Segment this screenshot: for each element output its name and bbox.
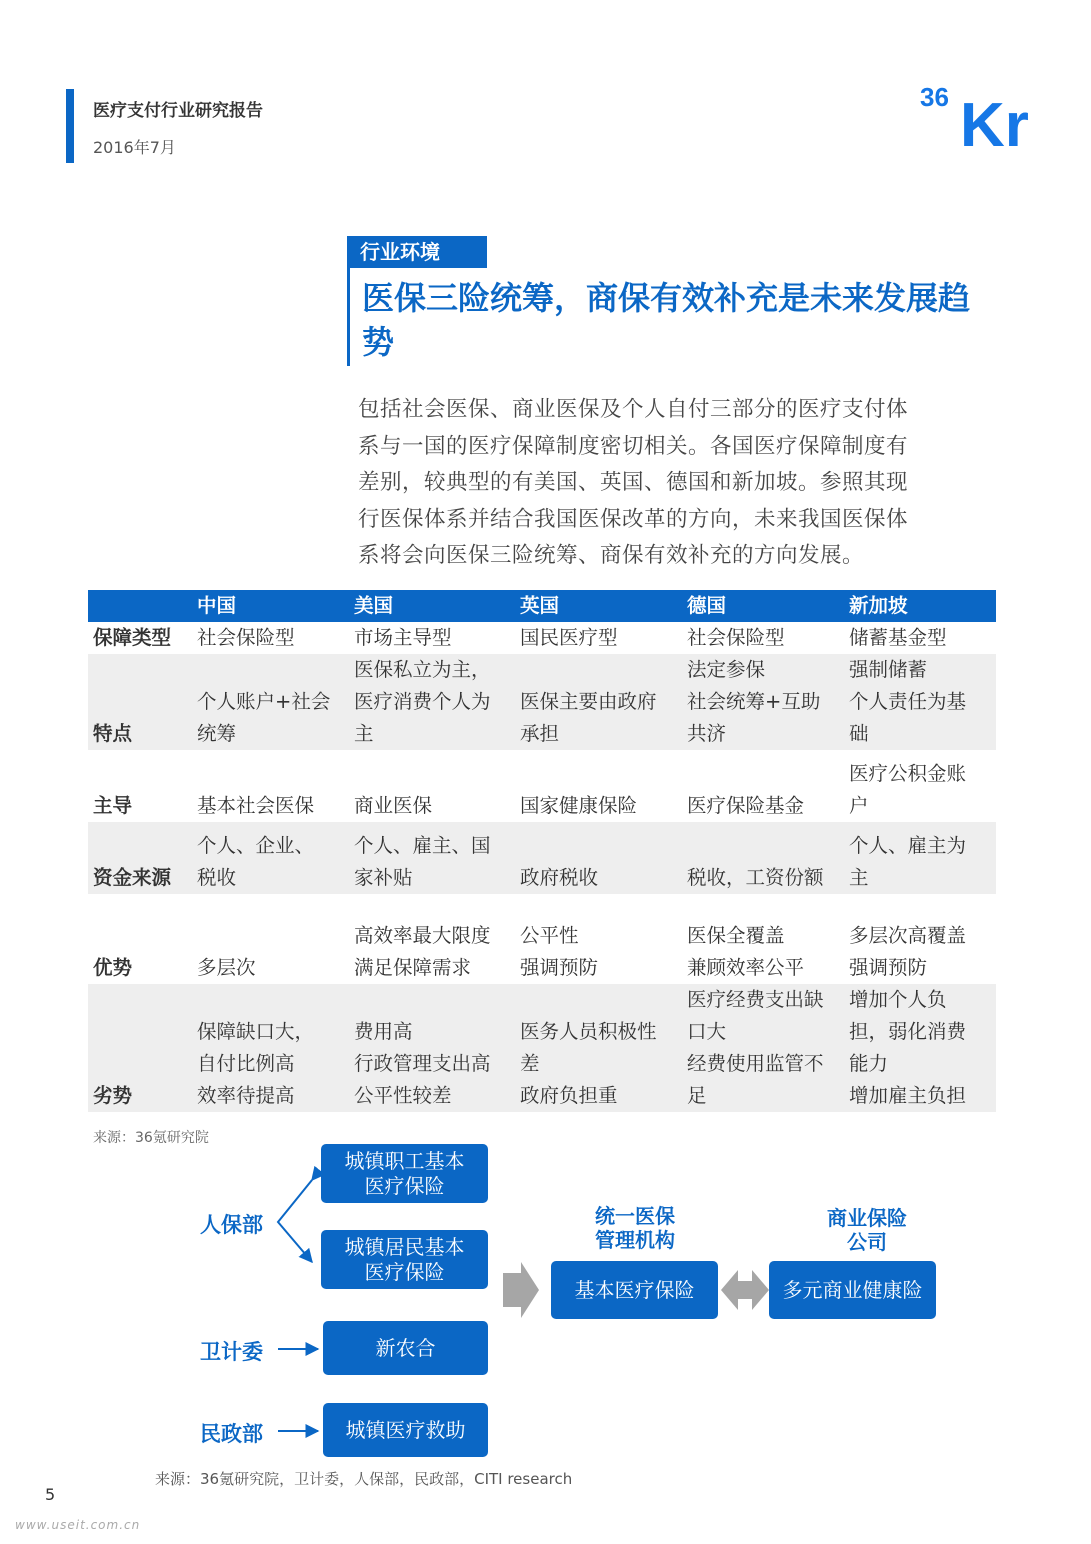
cell-line: 担，弱化消费 (849, 1020, 967, 1043)
box-ncms: 新农合 (323, 1321, 488, 1375)
cell-line: 医疗公积金账 (849, 762, 967, 785)
cell-line: 医保私立为主， (354, 658, 491, 681)
cell-line: 税收 (197, 866, 237, 889)
page-number: 5 (45, 1485, 56, 1504)
cell-line: 行政管理支出高 (354, 1052, 491, 1075)
cell-line: 主 (354, 722, 374, 745)
agency-rbb: 人保部 (200, 1213, 263, 1237)
cell-line: 足 (687, 1084, 707, 1107)
cell-line: 医疗保险基金 (687, 794, 805, 817)
cell-line: 公平性较差 (354, 1084, 452, 1107)
row-label: 资金来源 (93, 866, 172, 889)
cell-line: 市场主导型 (354, 626, 452, 649)
intro-line: 差别，较典型的有美国、英国、德国和新加坡。参照其现 (358, 470, 909, 495)
table-header-cell: 中国 (197, 594, 237, 617)
cell-line: 自付比例高 (197, 1052, 295, 1075)
intro-line: 系将会向医保三险统筹、商保有效补充的方向发展。 (358, 543, 865, 568)
label-line: 管理机构 (595, 1228, 675, 1252)
table-header-cell: 德国 (687, 594, 727, 617)
cell-line: 经费使用监管不 (687, 1052, 824, 1075)
report-title: 医疗支付行业研究报告 (93, 101, 263, 121)
intro-line: 行医保体系并结合我国医保改革的方向，未来我国医保体 (358, 506, 909, 532)
cell-line: 费用高 (354, 1020, 413, 1043)
cell-line: 储蓄基金型 (849, 626, 947, 649)
cell-line: 多层次高覆盖 (849, 924, 967, 947)
logo-36: 36 (920, 82, 949, 112)
intro-line: 包括社会医保、商业医保及个人自付三部分的医疗支付体 (358, 397, 909, 422)
big-arrow-right (503, 1262, 539, 1318)
agency-wjw: 卫计委 (200, 1340, 263, 1364)
label-line: 商业保险 (827, 1206, 907, 1230)
section-tag: 行业环境 (348, 236, 487, 268)
box-urban-worker-insurance (321, 1144, 488, 1203)
row-label: 保障类型 (93, 626, 172, 649)
label-unified-agency (580, 1204, 690, 1252)
cell-line: 础 (849, 722, 869, 745)
cell-line: 社会保险型 (197, 626, 295, 649)
arrow-rbb-branches (278, 1180, 312, 1262)
cell-line: 政府负担重 (520, 1084, 618, 1107)
box-urban-resident-insurance (321, 1230, 488, 1289)
cell-line: 强制储蓄 (849, 658, 928, 681)
box-text: 医疗保险 (364, 1173, 445, 1198)
cell-line: 个人、雇主为 (849, 834, 967, 857)
cell-line: 医保全覆盖 (687, 924, 785, 947)
cell-line: 商业医保 (354, 794, 433, 817)
double-arrow (721, 1270, 769, 1310)
label-line: 统一医保 (595, 1204, 675, 1228)
box-text: 城镇居民基本 (344, 1234, 465, 1259)
cell-line: 社会统筹+互助 (687, 690, 821, 713)
cell-line: 共济 (687, 722, 727, 745)
cell-line: 满足保障需求 (354, 956, 472, 979)
cell-line: 承担 (520, 722, 560, 745)
cell-line: 统筹 (197, 722, 237, 745)
agency-mzb: 民政部 (200, 1422, 263, 1446)
cell-line: 多层次 (197, 956, 256, 979)
box-basic-medical-insurance: 基本医疗保险 (551, 1261, 718, 1319)
cell-line: 法定参保 (687, 658, 766, 681)
row-label: 特点 (93, 722, 133, 745)
label-commercial-company (812, 1206, 922, 1254)
cell-line: 个人、雇主、国 (354, 834, 491, 857)
cell-line: 保障缺口大， (197, 1020, 315, 1043)
watermark: www.useit.com.cn (15, 1518, 141, 1532)
cell-line: 兼顾效率公平 (687, 956, 805, 979)
table-header-cell: 美国 (354, 594, 394, 617)
section-title: 医保三险统筹，商保有效补充是未来发展趋势 (362, 279, 971, 361)
cell-line: 差 (520, 1052, 540, 1075)
cell-line: 医务人员积极性 (520, 1020, 657, 1043)
cell-line: 高效率最大限度 (354, 924, 491, 947)
cell-line: 个人、企业、 (197, 834, 315, 857)
diagram-source: 来源：36氪研究院，卫计委，人保部，民政部，CITI research (155, 1470, 573, 1488)
cell-line: 增加雇主负担 (849, 1084, 967, 1107)
intro-line: 系与一国的医疗保障制度密切相关。各国医疗保障制度有 (358, 433, 909, 459)
box-text: 医疗保险 (364, 1259, 445, 1284)
row-label: 劣势 (93, 1084, 133, 1107)
cell-line: 国家健康保险 (520, 794, 638, 817)
cell-line: 主 (849, 866, 869, 889)
cell-line: 个人责任为基 (849, 690, 967, 713)
cell-line: 家补贴 (354, 866, 413, 889)
box-urban-rescue: 城镇医疗救助 (323, 1403, 488, 1457)
logo-kr: Kr (960, 91, 1029, 154)
row-label: 优势 (93, 956, 133, 979)
table-header-cell: 新加坡 (849, 594, 908, 617)
box-text: 城镇职工基本 (344, 1148, 465, 1173)
cell-line: 强调预防 (849, 956, 928, 979)
cell-line: 社会保险型 (687, 626, 785, 649)
table-header-cell: 英国 (520, 594, 560, 617)
cell-line: 能力 (849, 1052, 889, 1075)
cell-line: 税收，工资份额 (687, 866, 824, 889)
cell-line: 增加个人负 (849, 988, 947, 1011)
cell-line: 效率待提高 (197, 1084, 295, 1107)
label-line: 公司 (847, 1230, 887, 1254)
cell-line: 医疗经费支出缺 (687, 988, 824, 1011)
cell-line: 口大 (687, 1020, 727, 1043)
box-multi-commercial-insurance: 多元商业健康险 (769, 1261, 936, 1319)
cell-line: 政府税收 (520, 866, 599, 889)
cell-line: 强调预防 (520, 956, 599, 979)
cell-line: 基本社会医保 (197, 794, 315, 817)
cell-line: 医保主要由政府 (520, 690, 657, 713)
report-date: 2016年7月 (93, 138, 176, 157)
cell-line: 医疗消费个人为 (354, 690, 491, 713)
cell-line: 户 (849, 794, 869, 817)
cell-line: 公平性 (520, 924, 579, 947)
cell-line: 个人账户+社会 (197, 690, 331, 713)
row-label: 主导 (93, 794, 133, 817)
cell-line: 国民医疗型 (520, 626, 618, 649)
table-source: 来源：36氪研究院 (93, 1130, 209, 1146)
